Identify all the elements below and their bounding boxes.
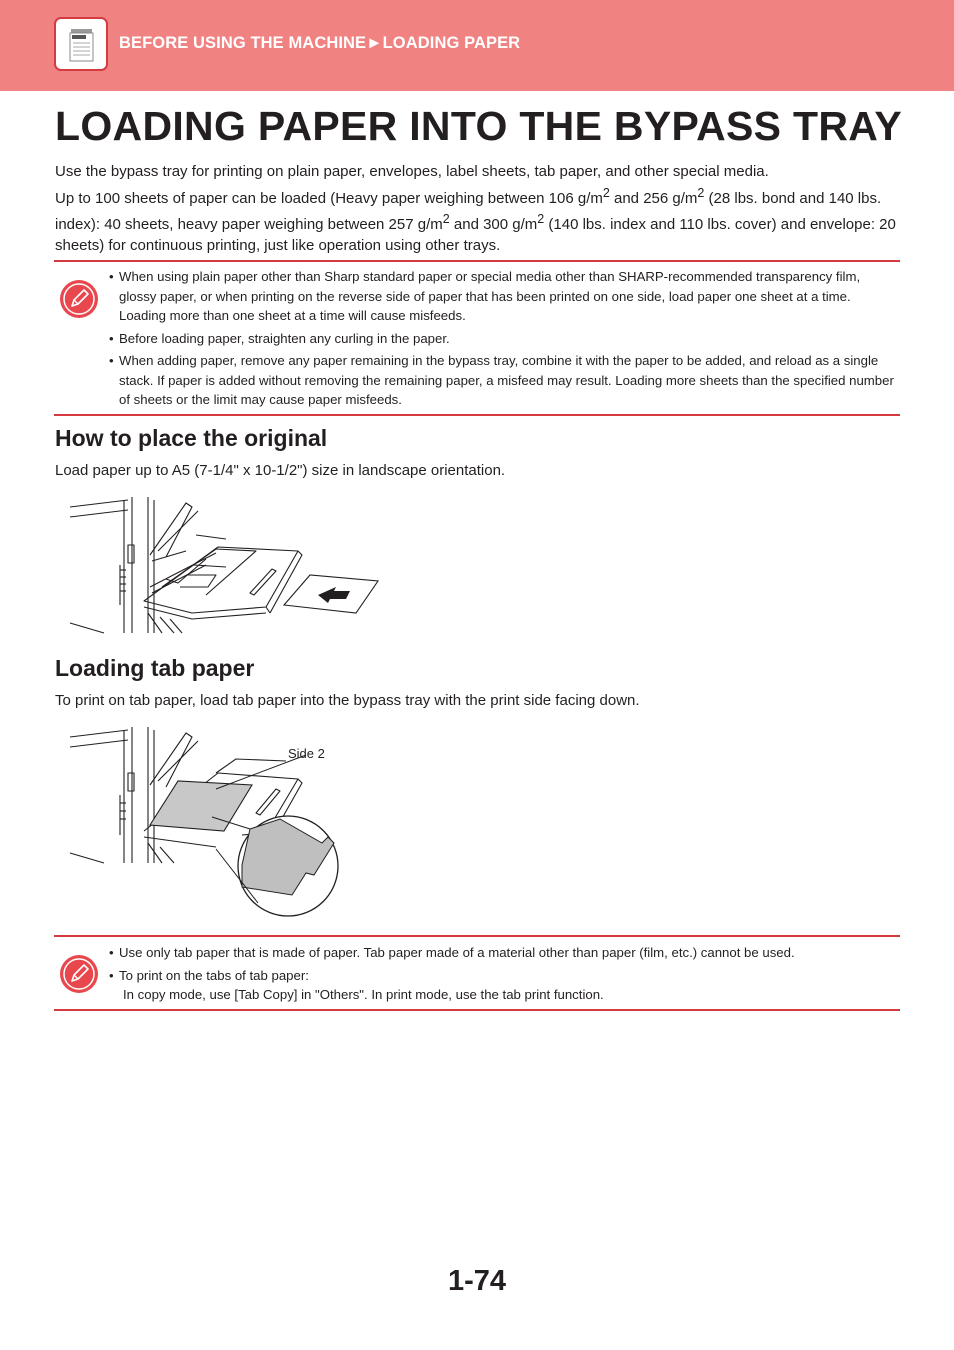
note-list-1 (109, 267, 894, 413)
intro-text-e: (140 lbs. index and 110 lbs. cover) and envelope: 20 sheets) for continuous printing, just like operation using other trays. (55, 216, 896, 254)
breadcrumb-separator: ► (366, 34, 383, 52)
page-header (0, 0, 954, 91)
pencil-icon-graphic (60, 955, 98, 993)
list-item: • Use only tab paper that is made of paper. Tab paper made of a material other than paper (film, etc.) cannot be used. (109, 943, 894, 963)
intro-text-c: (28 lbs. bond and 140 lbs. index): 40 sheets, heavy paper weighing between 257 g/m (55, 189, 882, 233)
machine-icon[interactable] (54, 17, 108, 71)
section-text-tab-paper: To print on tab paper, load tab paper into the bypass tray with the print side facing down. (55, 692, 640, 709)
intro-line-1: Use the bypass tray for printing on plain paper, envelopes, label sheets, tab paper, and other special media. (55, 163, 769, 180)
note-list-2 (109, 943, 894, 1008)
note-box-1 (54, 260, 900, 416)
section-heading-tab-paper: Loading tab paper (55, 655, 255, 681)
note-box-2 (54, 935, 900, 1011)
bypass-tray-illustration (66, 495, 386, 635)
list-item-line-2: In copy mode, use [Tab Copy] in "Others". In print mode, use the tab print function. (123, 987, 604, 1002)
breadcrumb-section[interactable]: BEFORE USING THE MACHINE (119, 34, 367, 52)
intro-paragraph-2 (55, 183, 905, 257)
list-item (109, 966, 894, 1005)
list-item: • Before loading paper, straighten any curling in the paper. (109, 329, 894, 349)
section-heading-place-original: How to place the original (55, 425, 328, 451)
breadcrumb-page[interactable]: LOADING PAPER (382, 34, 521, 52)
page-number: 1-74 (448, 1265, 507, 1297)
list-item-line-1: To print on the tabs of tab paper: (119, 967, 309, 983)
superscript: 2 (442, 212, 450, 226)
superscript: 2 (697, 185, 705, 200)
pencil-icon (60, 955, 98, 993)
figure-label-side-2: Side 2 (288, 746, 325, 761)
list-item: • When using plain paper other than Sharp standard paper or special media other than SHARP-recommended transparency film, glossy paper, or when printing on the reverse side of paper that has been printed on one side, load paper one sheet at a time. Loading more than one sheet at a time will cause misfeeds. (109, 267, 894, 326)
page-title: LOADING PAPER INTO THE BYPASS TRAY (55, 103, 903, 149)
superscript: 2 (537, 212, 545, 226)
pencil-icon-graphic (60, 280, 98, 318)
machine-icon-graphic (56, 19, 106, 69)
tab-paper-illustration (66, 725, 356, 920)
pencil-icon (60, 280, 98, 318)
intro-text-d: and 300 g/m (449, 216, 538, 233)
intro-text (55, 162, 905, 256)
intro-text-b: and 256 g/m (609, 189, 698, 207)
section-text-place-original: Load paper up to A5 (7-1/4" x 10-1/2") size in landscape orientation. (55, 462, 506, 479)
superscript: 2 (602, 185, 610, 200)
breadcrumb (119, 34, 520, 53)
intro-text-a: Up to 100 sheets of paper can be loaded (Heavy paper weighing between 106 g/m (55, 189, 603, 207)
list-item: • When adding paper, remove any paper remaining in the bypass tray, combine it with the paper to be added, and reload as a single stack. If paper is added without removing the remaining paper, a misfeed may result. Loading more sheets than the specified number of sheets or the limit may cause paper misfeeds. (109, 351, 894, 410)
